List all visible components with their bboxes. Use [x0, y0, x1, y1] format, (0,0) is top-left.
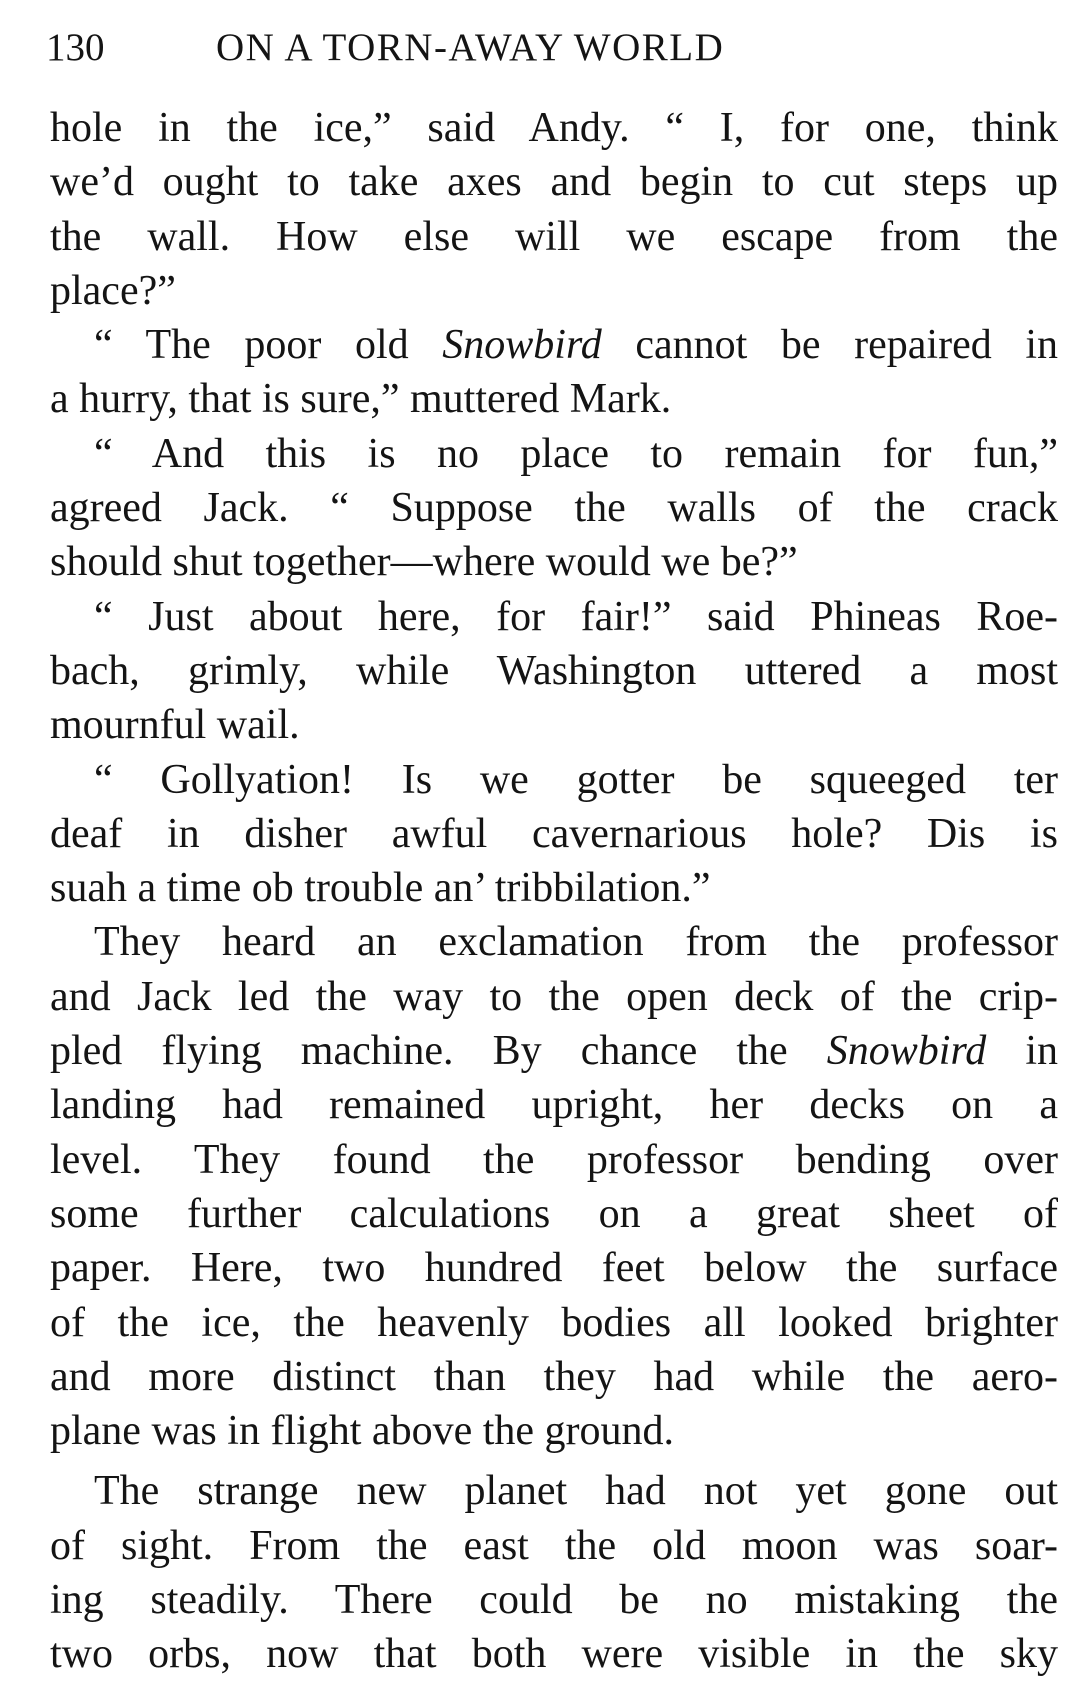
text-line: suah a time ob trouble an’ tribbilation.” — [50, 865, 711, 912]
paragraph — [50, 101, 1058, 318]
running-head — [46, 18, 1046, 78]
text-line: some further calculations on a great sheet of — [50, 1190, 1058, 1237]
text-line: bach, grimly, while Washington uttered a most — [50, 647, 1058, 694]
text-line: and Jack led the way to the open deck of the crip- — [50, 973, 1058, 1020]
text-line: level. They found the professor bending over — [50, 1136, 1058, 1183]
text-line: two orbs, now that both were visible in the sky — [50, 1631, 1058, 1678]
text-line: of sight. From the east the old moon was soar- — [50, 1522, 1058, 1569]
ship-name: Snowbird — [826, 1028, 987, 1075]
text-line: plane was in flight above the ground. — [50, 1408, 675, 1455]
body-text — [50, 101, 1058, 1682]
paragraph — [50, 915, 1058, 1458]
text-line: They heard an exclamation from the professor — [94, 919, 1058, 966]
paragraph — [50, 590, 1058, 753]
text-line: “ Just about here, for fair!” said Phineas Roe- — [94, 593, 1058, 640]
ship-name: Snowbird — [442, 322, 602, 369]
text-line: “ The poor old Snowbird cannot be repaired in — [94, 322, 1058, 369]
text-line: ing steadily. There could be no mistaking the — [50, 1577, 1058, 1624]
text-line: should shut together—where would we be?” — [50, 539, 798, 586]
text-line: we’d ought to take axes and begin to cut steps up — [50, 159, 1058, 206]
page-number: 130 — [46, 26, 105, 69]
paragraph — [50, 753, 1058, 916]
text-line: the wall. How else will we escape from the — [50, 213, 1058, 260]
text-line: landing had remained upright, her decks on a — [50, 1082, 1058, 1129]
text-line: hole in the ice,” said Andy. “ I, for one, think — [50, 105, 1058, 151]
paragraph — [50, 1464, 1058, 1681]
paragraph — [50, 427, 1058, 590]
running-title: ON A TORN-AWAY WORLD — [216, 26, 725, 69]
text-line: The strange new planet had not yet gone out — [94, 1468, 1058, 1515]
text-line: deaf in disher awful cavernarious hole? Dis is — [50, 810, 1058, 857]
paragraph — [50, 318, 1058, 427]
text-line: paper. Here, two hundred feet below the surface — [50, 1245, 1058, 1292]
text-line: place?” — [50, 267, 176, 314]
text-line: “ Gollyation! Is we gotter be squeeged ter — [94, 756, 1058, 803]
text-line: of the ice, the heavenly bodies all looked brighter — [50, 1299, 1058, 1346]
text-line: pled flying machine. By chance the Snowbird in — [50, 1028, 1058, 1075]
text-line: a hurry, that is sure,” muttered Mark. — [50, 376, 672, 423]
text-line: “ And this is no place to remain for fun,” — [94, 430, 1058, 477]
text-line: mournful wail. — [50, 702, 300, 749]
text-line: and more distinct than they had while the aero- — [50, 1353, 1058, 1400]
text-line: agreed Jack. “ Suppose the walls of the crack — [50, 485, 1058, 532]
